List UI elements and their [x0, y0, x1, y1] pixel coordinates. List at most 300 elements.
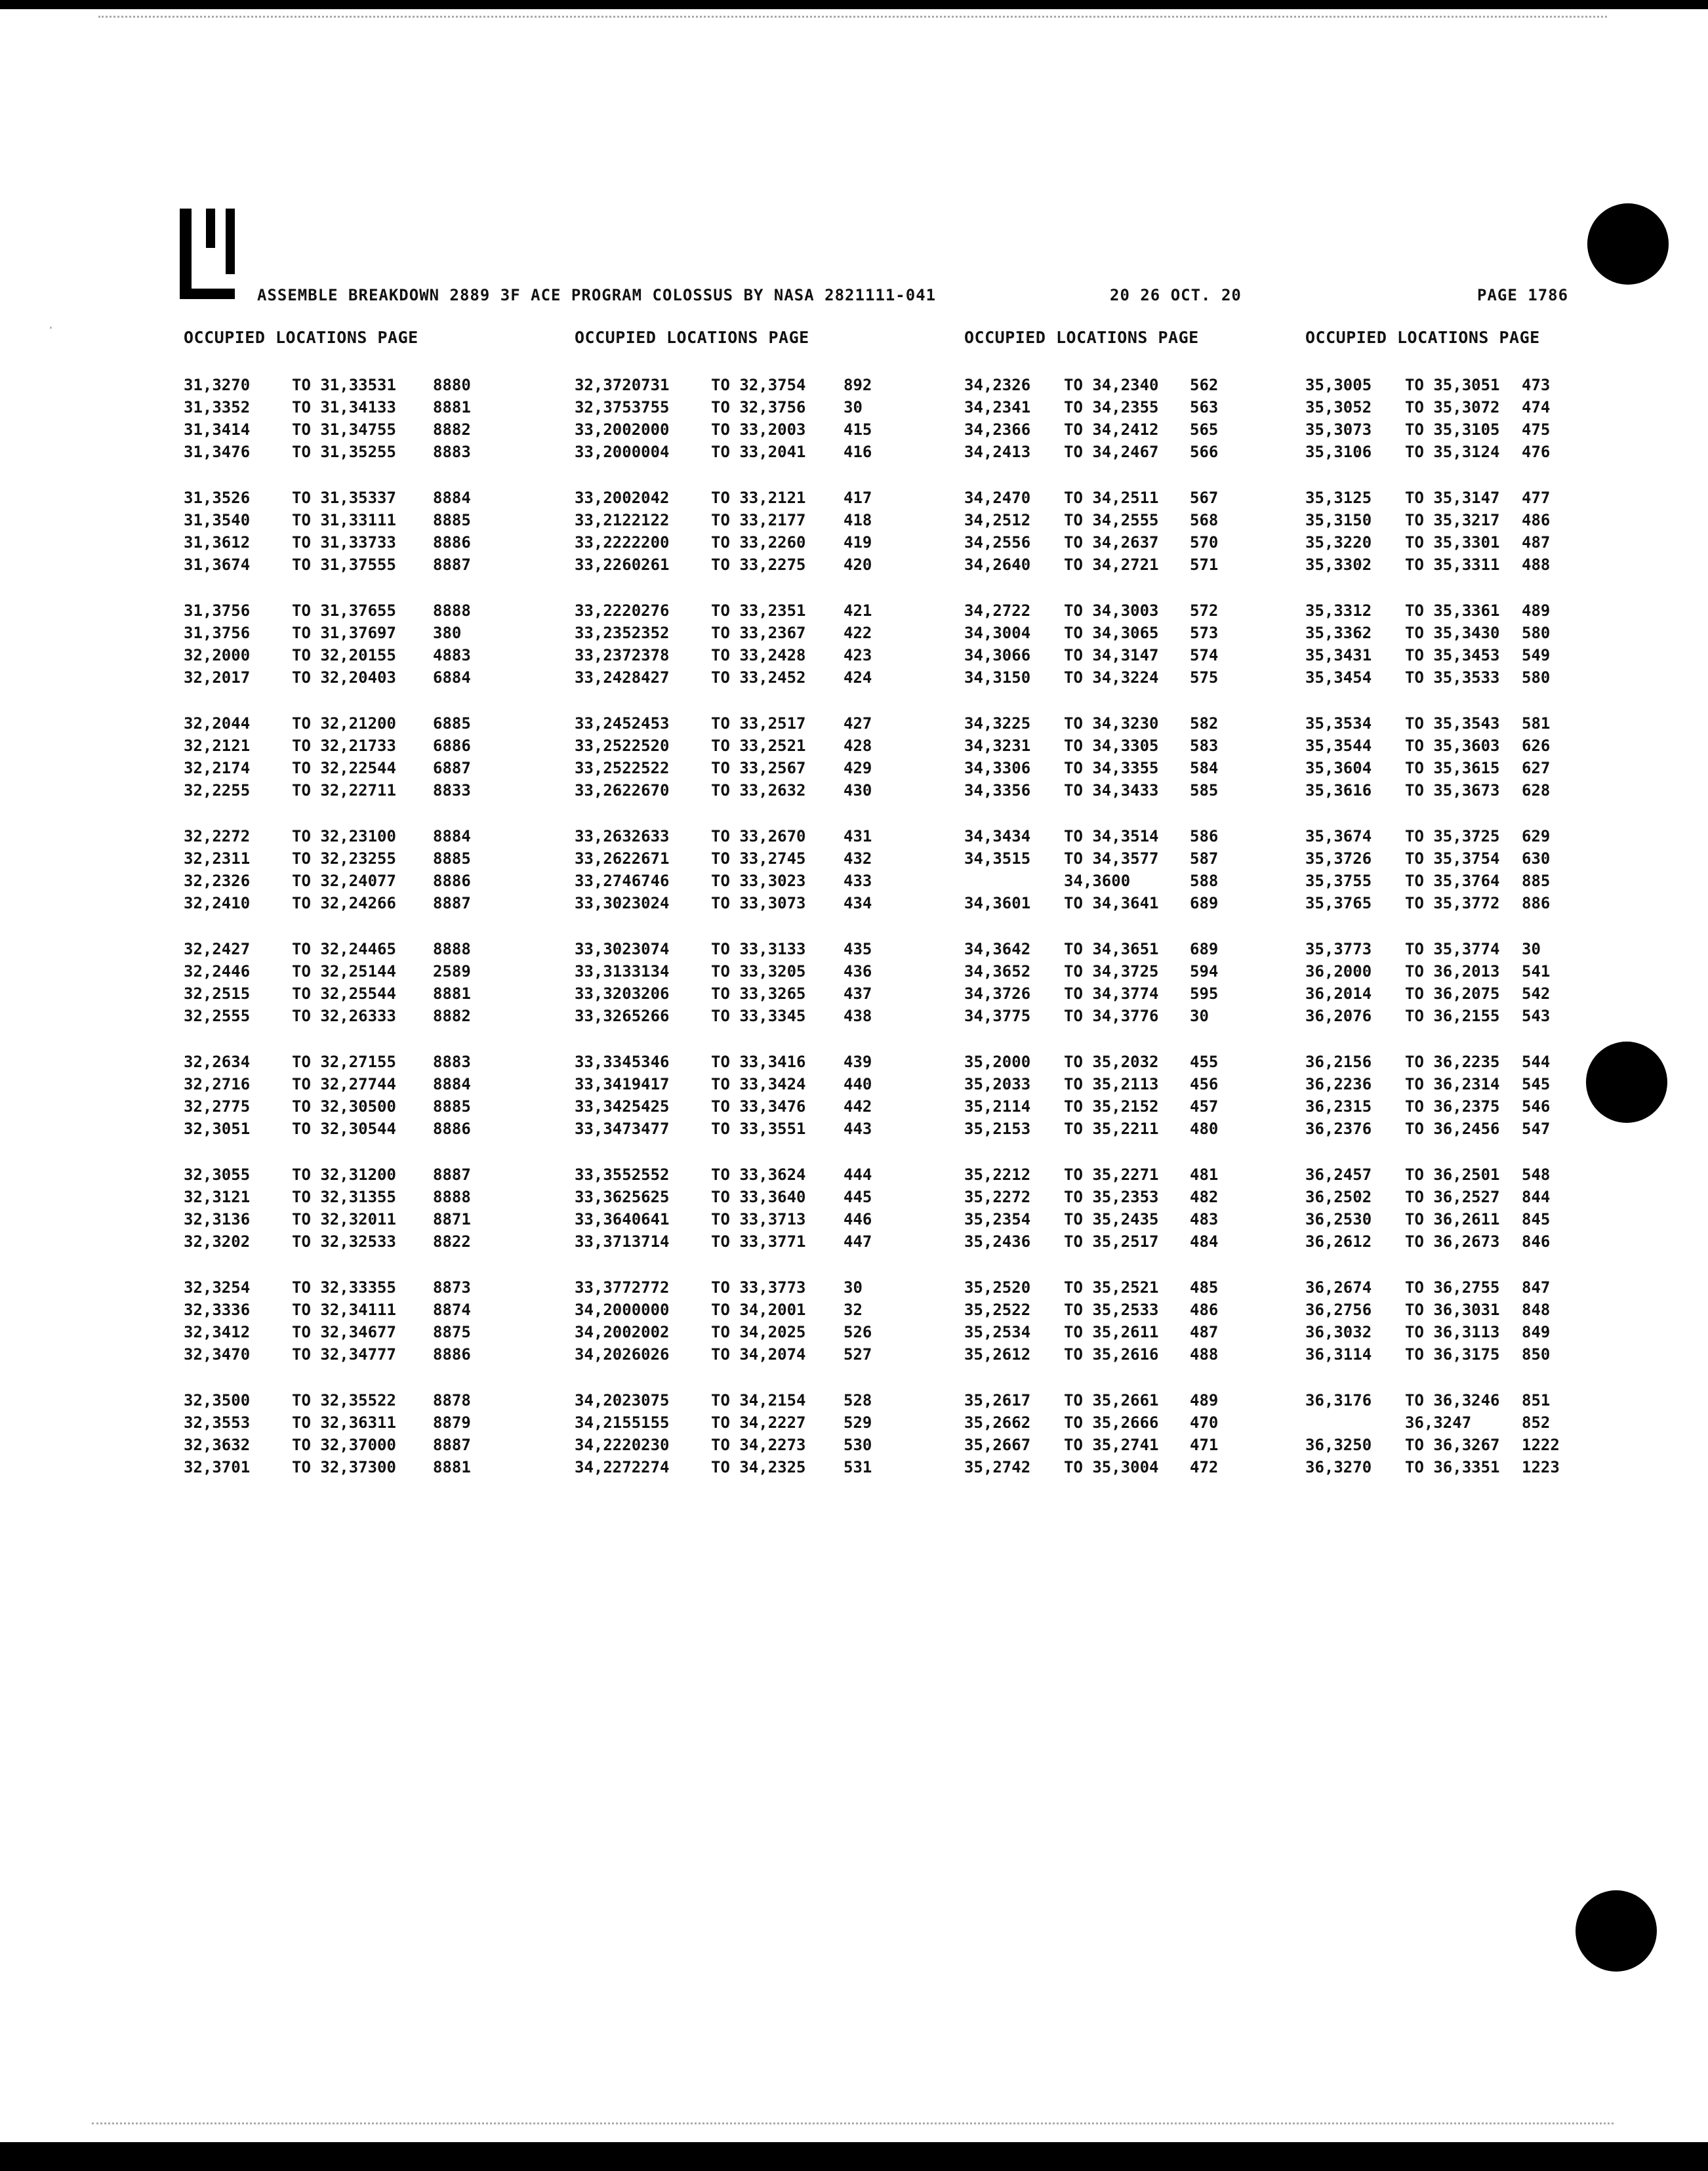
end-location: TO 35,3673: [1405, 781, 1500, 800]
table-row: [964, 418, 1332, 441]
start-location: 36,2674: [1305, 1278, 1372, 1297]
page-ref: 8822: [433, 1232, 471, 1251]
row-group: [1305, 1051, 1673, 1164]
page-ref: 8879: [433, 1413, 471, 1432]
end-location: TO 33,2517: [711, 714, 806, 733]
table-row: [964, 666, 1332, 689]
row-group: [575, 712, 942, 825]
punch-hole-bottom: [1576, 1890, 1657, 1972]
end-location: TO 35,2152: [1064, 1097, 1159, 1116]
row-group: [964, 374, 1332, 487]
end-location: TO 34,3305: [1064, 737, 1159, 755]
table-row: [1305, 983, 1673, 1005]
start-location: 32,2410: [184, 894, 251, 912]
start-location: 32,3202: [184, 1232, 251, 1251]
start-location: 31,3352: [184, 398, 251, 416]
page-ref: 570: [1190, 533, 1219, 552]
page-ref: 8887: [433, 556, 471, 574]
page-ref: 8886: [433, 872, 471, 890]
table-row: [575, 735, 942, 757]
page-ref: 581: [1522, 714, 1551, 733]
end-location: TO 36,2075: [1405, 984, 1500, 1003]
end-location: TO 32,20403: [292, 668, 396, 687]
end-location: TO 34,2555: [1064, 511, 1159, 529]
row-group: [575, 487, 942, 599]
end-location: TO 32,3754: [711, 376, 806, 394]
table-row: [1305, 960, 1673, 983]
start-location: 33,3552552: [575, 1166, 670, 1184]
end-location: TO 33,3073: [711, 894, 806, 912]
end-location: TO 33,3133: [711, 940, 806, 958]
table-row: [964, 1186, 1332, 1208]
page-ref: 8886: [433, 1345, 471, 1364]
table-row: [184, 1299, 551, 1321]
start-location: 34,2155155: [575, 1413, 670, 1432]
page-ref: 566: [1190, 443, 1219, 461]
row-group: [964, 487, 1332, 599]
start-location: 33,2632633: [575, 827, 670, 845]
start-location: 32,2634: [184, 1053, 251, 1071]
start-location: 33,3640641: [575, 1210, 670, 1228]
page-ref: 845: [1522, 1210, 1551, 1228]
row-group: [575, 1276, 942, 1389]
start-location: 36,3114: [1305, 1345, 1372, 1364]
end-location: TO 35,3217: [1405, 511, 1500, 529]
row-group: [1305, 1276, 1673, 1389]
start-location: 35,3005: [1305, 376, 1372, 394]
start-location: 34,3150: [964, 668, 1031, 687]
start-location: 36,2014: [1305, 984, 1372, 1003]
end-location: TO 34,3224: [1064, 668, 1159, 687]
table-row: [1305, 644, 1673, 666]
start-location: 35,3726: [1305, 849, 1372, 868]
end-location: TO 34,2355: [1064, 398, 1159, 416]
table-row: [184, 622, 551, 644]
table-row: [575, 1164, 942, 1186]
page-ref: 8833: [433, 781, 471, 800]
end-location: TO 36,3246: [1405, 1391, 1500, 1410]
table-row: [184, 960, 551, 983]
table-row: [964, 1343, 1332, 1366]
end-location: TO 35,2211: [1064, 1120, 1159, 1138]
page-ref: 486: [1522, 511, 1551, 529]
row-group: [184, 374, 551, 487]
page-ref: 8887: [433, 1166, 471, 1184]
page-ref: 472: [1190, 1458, 1219, 1476]
start-location: 34,3066: [964, 646, 1031, 664]
start-location: 32,2272: [184, 827, 251, 845]
table-row: [1305, 666, 1673, 689]
table-row: [575, 983, 942, 1005]
table-row: [964, 1456, 1332, 1478]
page-ref: 547: [1522, 1120, 1551, 1138]
start-location: 35,3073: [1305, 420, 1372, 439]
row-group: [575, 599, 942, 712]
page-ref: 442: [844, 1097, 872, 1116]
start-location: 34,2722: [964, 601, 1031, 620]
table-row: [964, 554, 1332, 576]
end-location: TO 34,3774: [1064, 984, 1159, 1003]
table-row: [964, 1095, 1332, 1118]
start-location: 33,3023074: [575, 940, 670, 958]
end-location: TO 33,2260: [711, 533, 806, 552]
start-location: 32,3121: [184, 1188, 251, 1206]
page-ref: 444: [844, 1166, 872, 1184]
page-ref: 568: [1190, 511, 1219, 529]
end-location: TO 34,3230: [1064, 714, 1159, 733]
row-group: [575, 1389, 942, 1502]
start-location: 32,3553: [184, 1413, 251, 1432]
page-ref: 541: [1522, 962, 1551, 981]
table-row: [575, 1276, 942, 1299]
end-location: TO 34,2412: [1064, 420, 1159, 439]
page-ref: 8882: [433, 1007, 471, 1025]
end-location: TO 32,25544: [292, 984, 396, 1003]
start-location: 32,2255: [184, 781, 251, 800]
start-location: 36,2236: [1305, 1075, 1372, 1093]
page-ref: 440: [844, 1075, 872, 1093]
table-row: [1305, 509, 1673, 531]
page-ref: 8873: [433, 1278, 471, 1297]
end-location: TO 34,3651: [1064, 940, 1159, 958]
start-location: 36,2156: [1305, 1053, 1372, 1071]
table-row: [575, 1208, 942, 1230]
table-row: [184, 396, 551, 418]
start-location: 35,3755: [1305, 872, 1372, 890]
start-location: 35,3220: [1305, 533, 1372, 552]
row-group: [1305, 1389, 1673, 1502]
page-ref: 6886: [433, 737, 471, 755]
location-column-2: [575, 374, 942, 1502]
table-row: [1305, 1208, 1673, 1230]
start-location: 31,3674: [184, 556, 251, 574]
start-location: 32,3412: [184, 1323, 251, 1341]
end-location: TO 34,2325: [711, 1458, 806, 1476]
page-ref: 30: [1522, 940, 1541, 958]
end-location: TO 35,3774: [1405, 940, 1500, 958]
start-location: 32,2017: [184, 668, 251, 687]
page-ref: 8885: [433, 511, 471, 529]
end-location: TO 35,2661: [1064, 1391, 1159, 1410]
table-row: [184, 1230, 551, 1253]
table-row: [575, 1230, 942, 1253]
table-row: [575, 870, 942, 892]
row-group: [964, 599, 1332, 712]
end-location: TO 35,3051: [1405, 376, 1500, 394]
end-location: TO 36,2314: [1405, 1075, 1500, 1093]
end-location: TO 32,25144: [292, 962, 396, 981]
column-title-4: OCCUPIED LOCATIONS PAGE: [1305, 328, 1540, 347]
table-row: [184, 599, 551, 622]
table-row: [184, 1186, 551, 1208]
table-row: [964, 531, 1332, 554]
table-row: [1305, 825, 1673, 847]
end-location: TO 33,3205: [711, 962, 806, 981]
end-location: TO 34,3433: [1064, 781, 1159, 800]
start-location: 31,3756: [184, 624, 251, 642]
end-location: TO 34,2001: [711, 1301, 806, 1319]
row-group: [575, 374, 942, 487]
start-location: 32,2555: [184, 1007, 251, 1025]
page-ref: 8886: [433, 1120, 471, 1138]
end-location: TO 32,23255: [292, 849, 396, 868]
page-ref: 846: [1522, 1232, 1551, 1251]
start-location: 36,2315: [1305, 1097, 1372, 1116]
start-location: 34,2002002: [575, 1323, 670, 1341]
row-group: [575, 825, 942, 938]
page-ref: 484: [1190, 1232, 1219, 1251]
start-location: 33,3625625: [575, 1188, 670, 1206]
table-row: [964, 847, 1332, 870]
table-row: [964, 1164, 1332, 1186]
row-group: [184, 1276, 551, 1389]
page-ref: 886: [1522, 894, 1551, 912]
end-location: TO 35,3430: [1405, 624, 1500, 642]
end-location: TO 32,24077: [292, 872, 396, 890]
start-location: 35,3125: [1305, 489, 1372, 507]
start-location: 33,2746746: [575, 872, 670, 890]
end-location: TO 34,2467: [1064, 443, 1159, 461]
end-location: TO 32,30500: [292, 1097, 396, 1116]
end-location: TO 36,2155: [1405, 1007, 1500, 1025]
location-column-4: [1305, 374, 1673, 1502]
page-ref: 595: [1190, 984, 1219, 1003]
page-ref: 6884: [433, 668, 471, 687]
table-row: [964, 870, 1332, 892]
start-location: 35,2114: [964, 1097, 1031, 1116]
end-location: TO 34,2074: [711, 1345, 806, 1364]
end-location: TO 32,33355: [292, 1278, 396, 1297]
page-ref: 488: [1190, 1345, 1219, 1364]
end-location: TO 33,2041: [711, 443, 806, 461]
page-ref: 689: [1190, 940, 1219, 958]
start-location: 33,3772772: [575, 1278, 670, 1297]
page-ref: 892: [844, 376, 872, 394]
table-row: [184, 1276, 551, 1299]
page-ref: 8885: [433, 1097, 471, 1116]
page-ref: 628: [1522, 781, 1551, 800]
start-location: 33,3425425: [575, 1097, 670, 1116]
page-ref: 588: [1190, 872, 1219, 890]
end-location: TO 34,2227: [711, 1413, 806, 1432]
page-ref: 456: [1190, 1075, 1219, 1093]
start-location: 33,3713714: [575, 1232, 670, 1251]
end-location: TO 34,2637: [1064, 533, 1159, 552]
end-location: TO 34,3641: [1064, 894, 1159, 912]
end-location: TO 36,3175: [1405, 1345, 1500, 1364]
start-location: 33,2002042: [575, 489, 670, 507]
table-row: [964, 1276, 1332, 1299]
table-row: [1305, 1389, 1673, 1411]
start-location: 33,3473477: [575, 1120, 670, 1138]
end-location: TO 33,3551: [711, 1120, 806, 1138]
page-ref: 8884: [433, 489, 471, 507]
table-row: [964, 622, 1332, 644]
table-row: [575, 396, 942, 418]
end-location: TO 32,37300: [292, 1458, 396, 1476]
start-location: 32,2000: [184, 646, 251, 664]
start-location: 33,2220276: [575, 601, 670, 620]
end-location: TO 35,3453: [1405, 646, 1500, 664]
start-location: 36,2756: [1305, 1301, 1372, 1319]
column-title-1: OCCUPIED LOCATIONS PAGE: [184, 328, 418, 347]
table-row: [964, 983, 1332, 1005]
binder-clip-mark: [180, 209, 235, 300]
row-group: [184, 712, 551, 825]
table-row: [575, 418, 942, 441]
end-location: TO 32,22711: [292, 781, 396, 800]
page-ref: 562: [1190, 376, 1219, 394]
page-ref: 32: [844, 1301, 863, 1319]
end-location: TO 35,2271: [1064, 1166, 1159, 1184]
table-row: [1305, 1051, 1673, 1073]
start-location: 34,3231: [964, 737, 1031, 755]
end-location: TO 33,3345: [711, 1007, 806, 1025]
page-ref: 8883: [433, 443, 471, 461]
page-ref: 587: [1190, 849, 1219, 868]
start-location: 35,2520: [964, 1278, 1031, 1297]
page-ref: 8874: [433, 1301, 471, 1319]
table-row: [964, 960, 1332, 983]
table-row: [1305, 374, 1673, 396]
end-location: TO 35,3301: [1405, 533, 1500, 552]
end-location: TO 34,3776: [1064, 1007, 1159, 1025]
page-ref: 483: [1190, 1210, 1219, 1228]
end-location: TO 33,3424: [711, 1075, 806, 1093]
table-row: [184, 1321, 551, 1343]
table-row: [184, 554, 551, 576]
table-row: [1305, 1095, 1673, 1118]
end-location: TO 32,24266: [292, 894, 396, 912]
table-row: [1305, 599, 1673, 622]
start-location: 34,3601: [964, 894, 1031, 912]
end-location: TO 31,35337: [292, 489, 396, 507]
end-location: TO 31,33531: [292, 376, 396, 394]
table-row: [1305, 1434, 1673, 1456]
end-location: TO 31,34133: [292, 398, 396, 416]
end-location: TO 32,31355: [292, 1188, 396, 1206]
page-ref: 419: [844, 533, 872, 552]
table-row: [1305, 622, 1673, 644]
page-ref: 542: [1522, 984, 1551, 1003]
end-location: TO 35,2611: [1064, 1323, 1159, 1341]
page-ref: 545: [1522, 1075, 1551, 1093]
end-location: TO 36,2501: [1405, 1166, 1500, 1184]
end-location: TO 32,26333: [292, 1007, 396, 1025]
end-location: TO 36,2235: [1405, 1053, 1500, 1071]
report-title: ASSEMBLE BREAKDOWN 2889 3F ACE PROGRAM COLOSSUS BY NASA 2821111-041: [257, 286, 937, 304]
start-location: 35,3150: [1305, 511, 1372, 529]
start-location: 32,2427: [184, 940, 251, 958]
row-group: [1305, 825, 1673, 938]
start-location: 35,3312: [1305, 601, 1372, 620]
table-row: [184, 779, 551, 801]
end-location: TO 31,35255: [292, 443, 396, 461]
table-row: [575, 1456, 942, 1478]
page-ref: 8880: [433, 376, 471, 394]
end-location: TO 33,2351: [711, 601, 806, 620]
start-location: 35,2354: [964, 1210, 1031, 1228]
table-row: [184, 666, 551, 689]
end-location: TO 36,3267: [1405, 1436, 1500, 1454]
table-row: [964, 509, 1332, 531]
page-ref: 30: [1190, 1007, 1209, 1025]
page-ref: 420: [844, 556, 872, 574]
page-ref: 847: [1522, 1278, 1551, 1297]
table-row: [184, 509, 551, 531]
start-location: 32,2326: [184, 872, 251, 890]
end-location: TO 34,3355: [1064, 759, 1159, 777]
table-row: [184, 1456, 551, 1478]
start-location: 35,3534: [1305, 714, 1372, 733]
start-location: 33,2622671: [575, 849, 670, 868]
end-location: TO 33,2428: [711, 646, 806, 664]
page-ref: 531: [844, 1458, 872, 1476]
page-ref: 432: [844, 849, 872, 868]
table-row: [184, 1005, 551, 1027]
start-location: 35,2667: [964, 1436, 1031, 1454]
table-row: [964, 825, 1332, 847]
page-ref: 571: [1190, 556, 1219, 574]
start-location: 35,3616: [1305, 781, 1372, 800]
table-row: [184, 735, 551, 757]
end-location: TO 36,2755: [1405, 1278, 1500, 1297]
page-ref: 428: [844, 737, 872, 755]
page-ref: 424: [844, 668, 872, 687]
table-row: [1305, 1411, 1673, 1434]
row-group: [1305, 712, 1673, 825]
start-location: 32,2044: [184, 714, 251, 733]
start-location: 34,3004: [964, 624, 1031, 642]
page-ref: 430: [844, 781, 872, 800]
start-location: 32,2121: [184, 737, 251, 755]
table-row: [575, 757, 942, 779]
start-location: 35,3362: [1305, 624, 1372, 642]
end-location: TO 34,3147: [1064, 646, 1159, 664]
table-row: [575, 847, 942, 870]
page-ref: 480: [1190, 1120, 1219, 1138]
end-location: TO 34,3725: [1064, 962, 1159, 981]
table-row: [1305, 712, 1673, 735]
table-row: [575, 554, 942, 576]
end-location: TO 35,3004: [1064, 1458, 1159, 1476]
page-ref: 488: [1522, 556, 1551, 574]
table-row: [184, 487, 551, 509]
page-ref: 529: [844, 1413, 872, 1432]
page-ref: 435: [844, 940, 872, 958]
row-group: [184, 938, 551, 1051]
end-location: TO 35,2521: [1064, 1278, 1159, 1297]
row-group: [964, 825, 1332, 938]
page-ref: 563: [1190, 398, 1219, 416]
page-ref: 482: [1190, 1188, 1219, 1206]
page-ref: 1222: [1522, 1436, 1560, 1454]
table-row: [964, 757, 1332, 779]
table-row: [964, 1005, 1332, 1027]
table-row: [1305, 1118, 1673, 1140]
page-ref: 530: [844, 1436, 872, 1454]
page-ref: 8882: [433, 420, 471, 439]
table-row: [184, 892, 551, 914]
table-row: [964, 396, 1332, 418]
table-row: [184, 1434, 551, 1456]
table-row: [184, 1051, 551, 1073]
start-location: 34,3434: [964, 827, 1031, 845]
start-location: 36,2457: [1305, 1166, 1372, 1184]
table-row: [575, 1389, 942, 1411]
page-ref: 586: [1190, 827, 1219, 845]
row-group: [184, 599, 551, 712]
